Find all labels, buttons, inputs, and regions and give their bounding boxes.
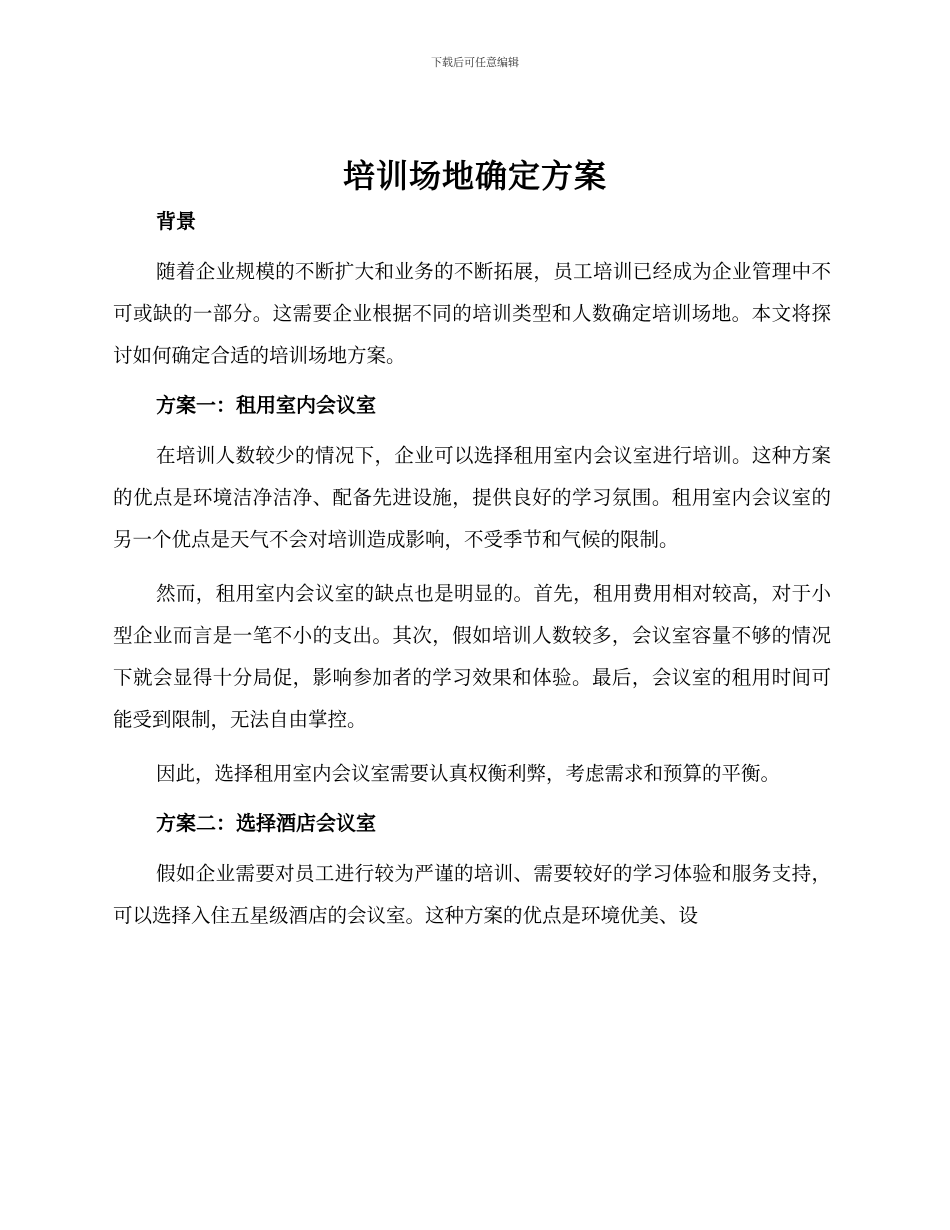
section-heading-plan1: 方案一：租用室内会议室 (156, 393, 376, 417)
document-body (113, 205, 831, 937)
paragraph: 然而，租用室内会议室的缺点也是明显的。首先，租用费用相对较高，对于小型企业而言是一笔不小的支出。其次，假如培训人数较多，会议室容量不够的情况下就会显得十分局促，影响参加者的学习效果和体验。最后，会议室的租用时间可能受到限制，无法自由掌控。 (113, 582, 831, 731)
document-title: 培训场地确定方案 (342, 157, 607, 195)
paragraph: 随着企业规模的不断扩大和业务的不断拓展，员工培训已经成为企业管理中不可或缺的一部分。这需要企业根据不同的培训类型和人数确定培训场地。本文将探讨如何确定合适的培训场地方案。 (113, 260, 831, 367)
paragraph: 在培训人数较少的情况下，企业可以选择租用室内会议室进行培训。这种方案的优点是环境洁净洁净、配备先进设施，提供良好的学习氛围。租用室内会议室的另一个优点是天气不会对培训造成影响，不受季节和气候的限制。 (113, 444, 831, 551)
header-note: 下载后可任意编辑 (431, 56, 519, 69)
paragraph: 因此，选择租用室内会议室需要认真权衡利弊，考虑需求和预算的平衡。 (156, 762, 781, 785)
section-heading-plan2: 方案二：选择酒店会议室 (156, 811, 376, 835)
paragraph: 假如企业需要对员工进行较为严谨的培训、需要较好的学习体验和服务支持，可以选择入住五星级酒店的会议室。这种方案的优点是环境优美、设 (113, 862, 831, 927)
section-heading-background: 背景 (156, 209, 196, 233)
